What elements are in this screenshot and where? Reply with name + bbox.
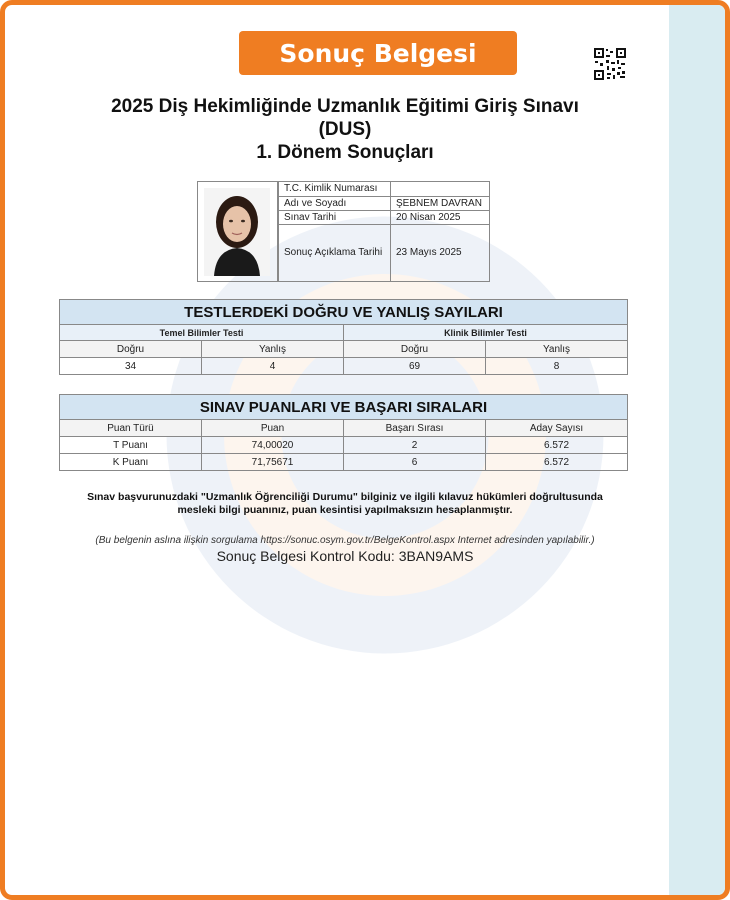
clinical-wrong-header: Yanlış (486, 341, 628, 358)
result-document-title-badge: Sonuç Belgesi (239, 31, 517, 75)
score-header: Puan (202, 420, 344, 437)
exam-title-line2: (DUS) (318, 119, 372, 140)
candidate-photo (198, 182, 278, 281)
basic-wrong-value: 4 (202, 358, 344, 375)
qr-code-icon (593, 47, 627, 81)
right-side-strip (669, 5, 725, 895)
basic-correct-value: 34 (60, 358, 202, 375)
basic-correct-header: Doğru (60, 341, 202, 358)
exam-date-label: Sınav Tarihi (279, 210, 391, 224)
candidate-count-cell: 6.572 (486, 454, 628, 471)
calculation-note-line1: Sınav başvurunuzdaki "Uzmanlık Öğrenciliği Durumu" bilginiz ve ilgili kılavuz hükümleri doğrultusunda (87, 491, 603, 503)
control-code: Sonuç Belgesi Kontrol Kodu: 3BAN9AMS (216, 548, 474, 564)
scores-title: SINAV PUANLARI VE BAŞARI SIRALARI (60, 395, 628, 420)
exam-title-line3: 1. Dönem Sonuçları (256, 142, 434, 163)
scores-table (59, 394, 628, 471)
avatar-icon (204, 188, 270, 276)
exam-date-value: 20 Nisan 2025 (391, 210, 490, 224)
verification-query-text: (Bu belgenin aslına ilişkin sorgulama https://sonuc.osym.gov.tr/BelgeKontrol.aspx Internet adresinden yapılabilir.) (95, 535, 595, 546)
rank-header: Başarı Sırası (344, 420, 486, 437)
score-cell: 71,75671 (202, 454, 344, 471)
score-type-header: Puan Türü (60, 420, 202, 437)
score-cell: 74,00020 (202, 437, 344, 454)
rank-cell: 6 (344, 454, 486, 471)
national-id-value (391, 182, 490, 196)
rank-cell: 2 (344, 437, 486, 454)
calculation-note (65, 491, 625, 517)
clinical-sciences-header: Klinik Bilimler Testi (344, 325, 628, 341)
exam-heading (25, 95, 665, 164)
table-row (60, 437, 628, 454)
test-results-title: TESTLERDEKİ DOĞRU VE YANLIŞ SAYILARI (60, 300, 628, 325)
candidate-info-box (197, 181, 490, 282)
result-date-value: 23 Mayıs 2025 (391, 224, 490, 281)
result-date-label: Sonuç Açıklama Tarihi (279, 224, 391, 281)
score-type-cell: T Puanı (60, 437, 202, 454)
score-type-cell: K Puanı (60, 454, 202, 471)
candidate-count-cell: 6.572 (486, 437, 628, 454)
clinical-correct-value: 69 (344, 358, 486, 375)
calculation-note-line2: mesleki bilgi puanınız, puan kesintisi yapılmaksızın hesaplanmıştır. (177, 504, 513, 516)
clinical-wrong-value: 8 (486, 358, 628, 375)
national-id-label: T.C. Kimlik Numarası (279, 182, 391, 196)
basic-wrong-header: Yanlış (202, 341, 344, 358)
exam-title-line1: 2025 Diş Hekimliğinde Uzmanlık Eğitimi Giriş Sınavı (111, 96, 579, 117)
table-row (60, 454, 628, 471)
candidate-count-header: Aday Sayısı (486, 420, 628, 437)
basic-sciences-header: Temel Bilimler Testi (60, 325, 344, 341)
name-label: Adı ve Soyadı (279, 196, 391, 210)
test-results-table (59, 299, 628, 375)
name-value: ŞEBNEM DAVRAN (391, 196, 490, 210)
clinical-correct-header: Doğru (344, 341, 486, 358)
candidate-info-table (278, 182, 489, 281)
